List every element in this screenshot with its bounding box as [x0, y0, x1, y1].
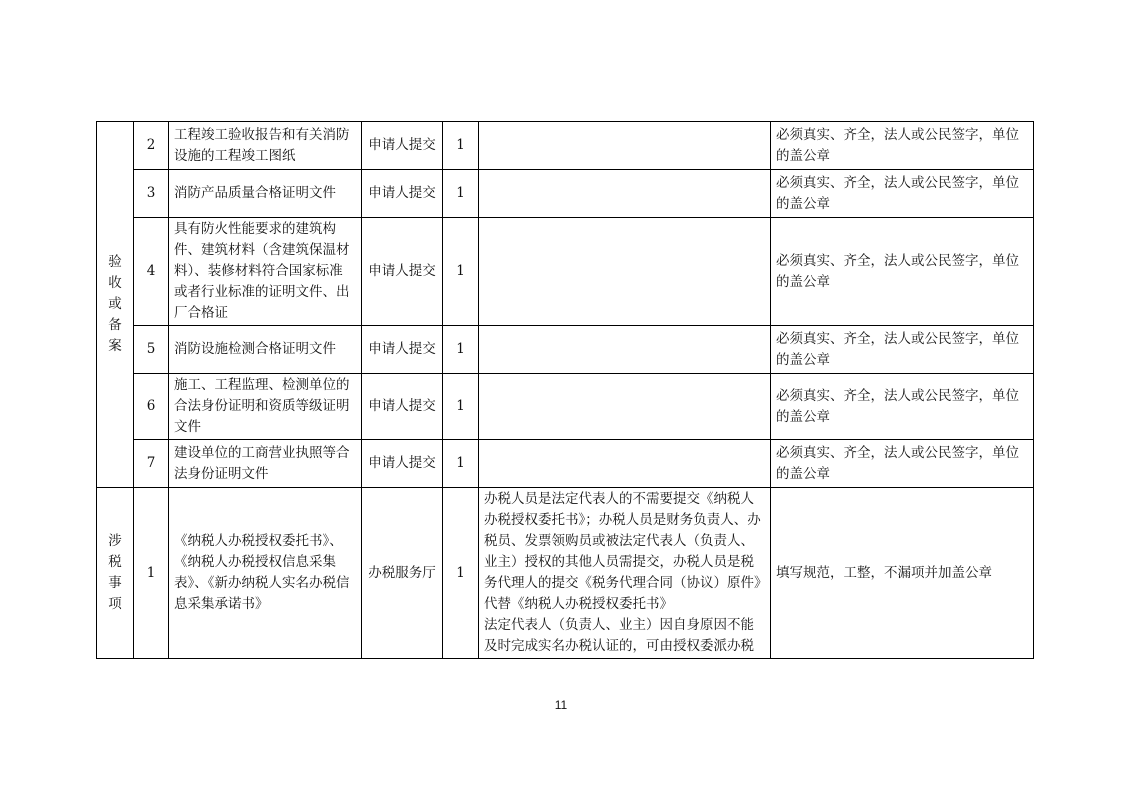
copy-count: 1 — [443, 488, 479, 659]
material-requirement: 必须真实、齐全，法人或公民签字，单位的盖公章 — [771, 440, 1034, 488]
material-name: 建设单位的工商营业执照等合法身份证明文件 — [169, 440, 362, 488]
material-source: 申请人提交 — [362, 374, 443, 440]
table-row — [97, 374, 1034, 440]
row-number: 3 — [134, 170, 169, 218]
material-source: 申请人提交 — [362, 440, 443, 488]
material-note — [479, 326, 771, 374]
copy-count: 1 — [443, 440, 479, 488]
material-note — [479, 374, 771, 440]
category-label: 涉 税 事 项 — [108, 533, 122, 612]
requirements-table — [96, 121, 1034, 659]
row-number: 2 — [134, 122, 169, 170]
material-source: 申请人提交 — [362, 122, 443, 170]
copy-count: 1 — [443, 122, 479, 170]
row-number: 4 — [134, 218, 169, 326]
material-requirement: 填写规范，工整，不漏项并加盖公章 — [771, 488, 1034, 659]
table-row — [97, 488, 1034, 659]
copy-count: 1 — [443, 374, 479, 440]
table-row — [97, 326, 1034, 374]
material-source: 申请人提交 — [362, 326, 443, 374]
material-name: 消防设施检测合格证明文件 — [169, 326, 362, 374]
material-name: 消防产品质量合格证明文件 — [169, 170, 362, 218]
material-note — [479, 122, 771, 170]
material-note — [479, 218, 771, 326]
material-name: 工程竣工验收报告和有关消防设施的工程竣工图纸 — [169, 122, 362, 170]
row-number: 1 — [134, 488, 169, 659]
material-source: 办税服务厅 — [362, 488, 443, 659]
table-row — [97, 122, 1034, 170]
material-requirement: 必须真实、齐全，法人或公民签字，单位的盖公章 — [771, 122, 1034, 170]
page-number: 11 — [554, 698, 568, 712]
material-requirement: 必须真实、齐全，法人或公民签字，单位的盖公章 — [771, 218, 1034, 326]
material-source: 申请人提交 — [362, 170, 443, 218]
row-number: 7 — [134, 440, 169, 488]
category-cell-tax — [97, 488, 134, 659]
material-note — [479, 170, 771, 218]
material-requirement: 必须真实、齐全，法人或公民签字，单位的盖公章 — [771, 326, 1034, 374]
table-row — [97, 218, 1034, 326]
row-number: 5 — [134, 326, 169, 374]
table-row — [97, 170, 1034, 218]
material-source: 申请人提交 — [362, 218, 443, 326]
copy-count: 1 — [443, 170, 479, 218]
material-requirement: 必须真实、齐全，法人或公民签字，单位的盖公章 — [771, 374, 1034, 440]
material-name: 具有防火性能要求的建筑构件、建筑材料（含建筑保温材料）、装修材料符合国家标准或者行业标准的证明文件、出厂合格证 — [169, 218, 362, 326]
material-note — [479, 440, 771, 488]
category-label: 验收 或备 案 — [108, 254, 122, 354]
copy-count: 1 — [443, 218, 479, 326]
table-row — [97, 440, 1034, 488]
material-name: 施工、工程监理、检测单位的合法身份证明和资质等级证明文件 — [169, 374, 362, 440]
material-requirement: 必须真实、齐全，法人或公民签字，单位的盖公章 — [771, 170, 1034, 218]
material-note: 办税人员是法定代表人的不需要提交《纳税人办税授权委托书》；办税人员是财务负责人、办税员、发票领购员或被法定代表人（负责人、业主）授权的其他人员需提交，办税人员是税务代理人的提交《税务代理合同（协议）原件》代替《纳税人办税授权委托书》 法定代表人（负责人、业主）因自身原因不能及时完成实名办税认证的，可由授权委派办税 — [479, 488, 771, 659]
row-number: 6 — [134, 374, 169, 440]
material-name: 《纳税人办税授权委托书》、《纳税人办税授权信息采集表》、《新办纳税人实名办税信息采集承诺书》 — [169, 488, 362, 659]
category-cell-acceptance — [97, 122, 134, 488]
copy-count: 1 — [443, 326, 479, 374]
